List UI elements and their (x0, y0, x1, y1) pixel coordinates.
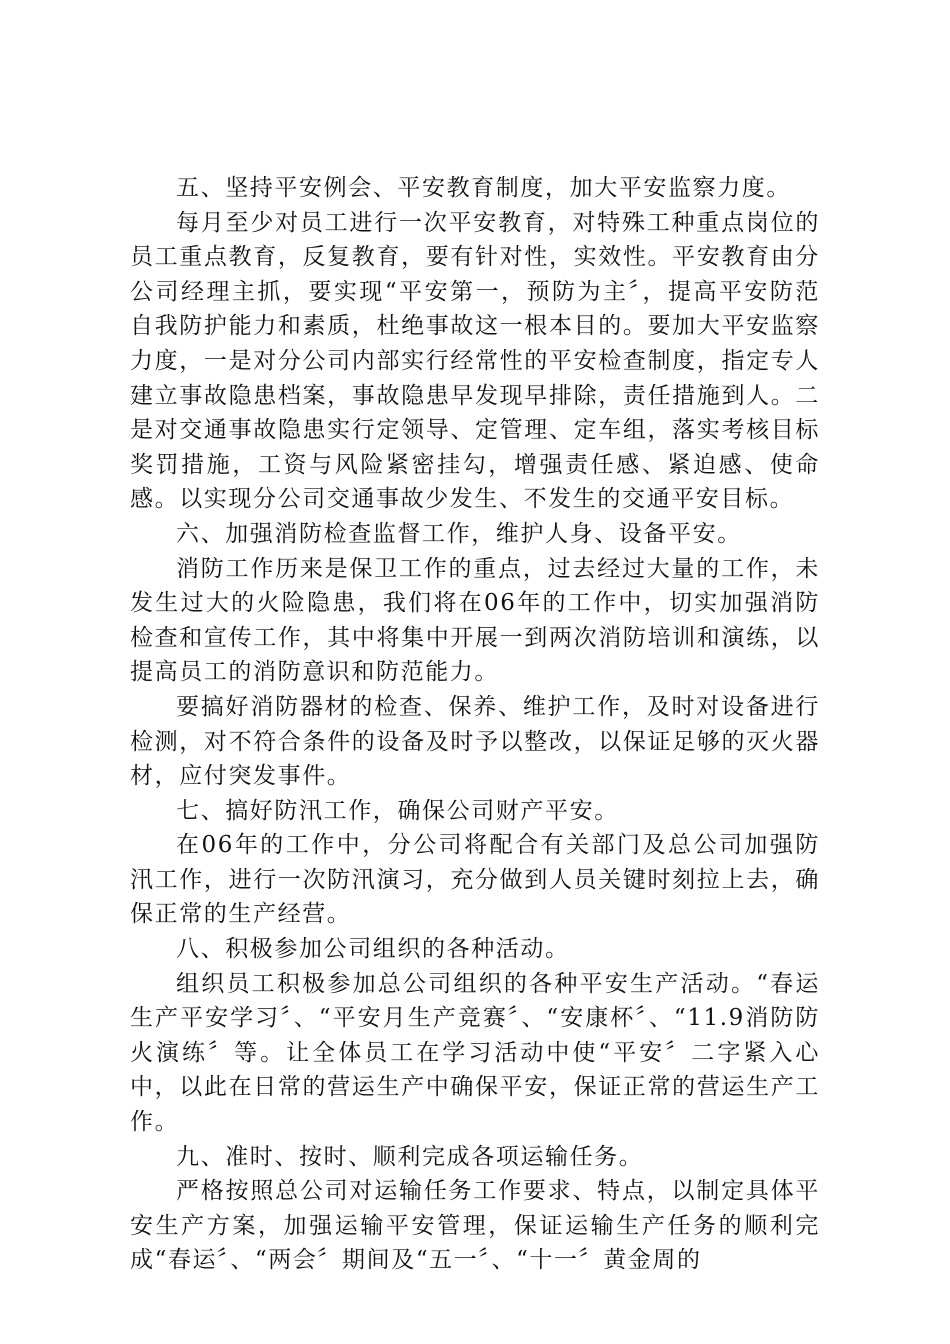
section-heading-5: 五、坚持平安例会、平安教育制度，加大平安监察力度。 (176, 175, 791, 201)
paragraph-safety-education: 每月至少对员工进行一次平安教育，对特殊工种重点岗位的员工重点教育，反复教育，要有针对性，实效性。平安教育由分公司经理主抓，要实现“平安第一，预防为主〞，提高平安防范自我防护能力和素质，杜绝事故这一根本目的。要加大平安监察力度，一是对分公司内部实行经常性的平安检查制度，指定专人建立事故隐患档案，事故隐患早发现早排除，责任措施到人。二是对交通事故隐患实行定领导、定管理、定车组，落实考核目标奖罚措施，工资与风险紧密挂勾，增强责任感、紧迫感、使命感。以实现分公司交通事故少发生、不发生的交通平安目标。 (130, 209, 820, 513)
paragraph-flood-control: 在06年的工作中，分公司将配合有关部门及总公司加强防汛工作，进行一次防汛演习，充分做到人员关键时刻拉上去，确保正常的生产经营。 (130, 832, 820, 928)
section-heading-9: 九、准时、按时、顺利完成各项运输任务。 (176, 1143, 644, 1170)
section-heading-7: 七、搞好防汛工作，确保公司财产平安。 (176, 797, 619, 824)
section-heading-6: 六、加强消防检查监督工作，维护人身、设备平安。 (176, 520, 742, 547)
section-heading-8: 八、积极参加公司组织的各种活动。 (176, 936, 570, 963)
paragraph-fire-equipment: 要搞好消防器材的检查、保养、维护工作，及时对设备进行检测，对不符合条件的设备及时予以整改，以保证足够的灭火器材，应付突发事件。 (130, 693, 820, 790)
paragraph-transport-tasks: 严格按照总公司对运输任务工作要求、特点，以制定具体平安生产方案，加强运输平安管理，保证运输生产任务的顺利完成“春运〞、“两会〞期间及“五一〞、“十一〞黄金周的 (130, 1178, 820, 1274)
paragraph-activities: 组织员工积极参加总公司组织的各种平安生产活动。“春运生产平安学习〞、“平安月生产竞赛〞、“安康杯〞、“11.9消防防火演练〞等。让全体员工在学习活动中使“平安〞二字紧入心中，以此在日常的营运生产中确保平安，保证正常的营运生产工作。 (130, 970, 820, 1136)
document-body (130, 171, 820, 1278)
paragraph-fire-prevention: 消防工作历来是保卫工作的重点，过去经过大量的工作，未发生过大的火险隐患，我们将在06年的工作中，切实加强消防检查和宣传工作，其中将集中开展一到两次消防培训和演练，以提高员工的消防意识和防范能力。 (130, 555, 820, 686)
